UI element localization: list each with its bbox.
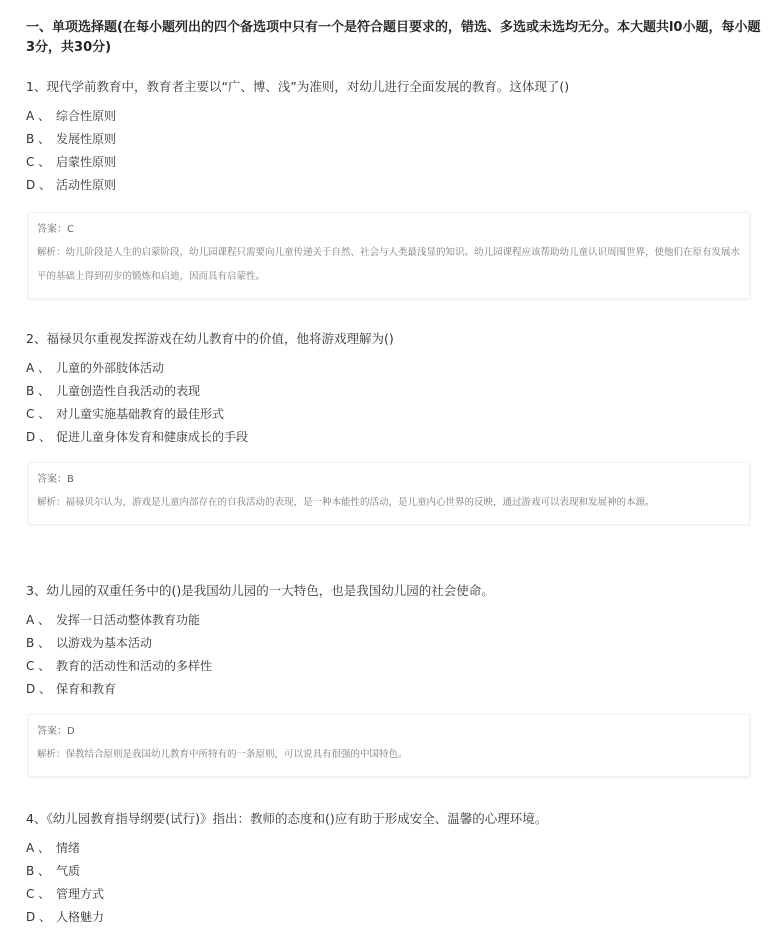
option-text: 儿童创造性自我活动的表现 xyxy=(56,384,201,398)
option-a[interactable] xyxy=(26,837,766,860)
answer-box-2 xyxy=(28,462,750,525)
option-letter: A 、 xyxy=(26,841,51,855)
answer-label: 答案：D xyxy=(37,726,75,737)
option-letter: A 、 xyxy=(26,361,51,375)
option-text: 启蒙性原则 xyxy=(56,155,117,169)
option-letter: C 、 xyxy=(26,407,51,421)
option-letter: C 、 xyxy=(26,659,51,673)
option-letter: D 、 xyxy=(26,682,52,696)
option-text: 促进儿童身体发育和健康成长的手段 xyxy=(56,430,249,444)
option-d[interactable] xyxy=(26,426,766,449)
answer-box-1 xyxy=(28,212,750,299)
answer-label: 答案：B xyxy=(37,474,74,485)
option-d[interactable] xyxy=(26,906,766,929)
option-list xyxy=(26,357,766,449)
option-b[interactable] xyxy=(26,380,766,403)
question-stem: 3、幼儿园的双重任务中的()是我国幼儿园的一大特色，也是我国幼儿园的社会使命。 xyxy=(26,583,494,598)
answer-explanation: 解析：保教结合原则是我国幼儿教育中所特有的一条原则，可以说具有很强的中国特色。 xyxy=(37,749,408,760)
option-text: 发展性原则 xyxy=(56,132,117,146)
answer-explanation: 解析：幼儿阶段是人生的启蒙阶段，幼儿园课程只需要向儿童传递关于自然、社会与人类最浅显的知识。幼儿园课程应该帮助幼儿童认识周围世界，使他们在原有发展水平的基础上得到初步的锻炼和启迪，因而具有启蒙性。 xyxy=(37,247,741,282)
option-text: 人格魅力 xyxy=(56,910,105,924)
option-letter: D 、 xyxy=(26,910,52,924)
option-c[interactable] xyxy=(26,151,766,174)
option-b[interactable] xyxy=(26,128,766,151)
option-a[interactable] xyxy=(26,105,766,128)
option-letter: C 、 xyxy=(26,887,51,901)
option-c[interactable] xyxy=(26,655,766,678)
option-letter: B 、 xyxy=(26,384,51,398)
option-text: 以游戏为基本活动 xyxy=(56,636,153,650)
option-b[interactable] xyxy=(26,632,766,655)
option-letter: A 、 xyxy=(26,109,51,123)
option-text: 保育和教育 xyxy=(56,682,117,696)
option-text: 对儿童实施基础教育的最佳形式 xyxy=(56,407,225,421)
option-letter: D 、 xyxy=(26,430,52,444)
option-text: 儿童的外部肢体活动 xyxy=(56,361,165,375)
section-header: 一、单项选择题(在每小题列出的四个备选项中只有一个是符合题目要求的，错选、多选或未选均无分。本大题共l0小题，每小题3分，共30分) xyxy=(26,20,761,55)
option-text: 综合性原则 xyxy=(56,109,117,123)
option-letter: B 、 xyxy=(26,132,51,146)
option-list xyxy=(26,609,766,701)
option-text: 管理方式 xyxy=(56,887,105,901)
option-a[interactable] xyxy=(26,357,766,380)
option-text: 发挥一日活动整体教育功能 xyxy=(56,613,201,627)
option-text: 教育的活动性和活动的多样性 xyxy=(56,659,213,673)
option-letter: D 、 xyxy=(26,178,52,192)
option-letter: A 、 xyxy=(26,613,51,627)
answer-box-3 xyxy=(28,714,750,777)
question-1 xyxy=(26,78,766,197)
option-d[interactable] xyxy=(26,678,766,701)
option-text: 气质 xyxy=(56,864,81,878)
option-a[interactable] xyxy=(26,609,766,632)
option-list xyxy=(26,105,766,197)
option-list xyxy=(26,837,766,929)
answer-label: 答案：C xyxy=(37,224,74,235)
option-letter: B 、 xyxy=(26,636,51,650)
question-stem: 2、福禄贝尔重视发挥游戏在幼儿教育中的价值，他将游戏理解为() xyxy=(26,331,394,346)
option-text: 情绪 xyxy=(56,841,81,855)
question-4 xyxy=(26,810,766,929)
option-b[interactable] xyxy=(26,860,766,883)
option-text: 活动性原则 xyxy=(56,178,117,192)
option-letter: C 、 xyxy=(26,155,51,169)
question-stem: 1、现代学前教育中，教育者主要以“广、博、浅”为准则，对幼儿进行全面发展的教育。这体现了() xyxy=(26,79,570,94)
option-letter: B 、 xyxy=(26,864,51,878)
answer-explanation: 解析：福禄贝尔认为，游戏是儿童内部存在的自我活动的表现，是一种本能性的活动，是儿童内心世界的反映，通过游戏可以表现和发展神的本源。 xyxy=(37,497,655,508)
question-stem: 4、《幼儿园教育指导纲要(试行)》指出：教师的态度和()应有助于形成安全、温馨的心理环境。 xyxy=(26,811,548,826)
question-3 xyxy=(26,582,766,701)
option-c[interactable] xyxy=(26,883,766,906)
question-2 xyxy=(26,330,766,449)
option-d[interactable] xyxy=(26,174,766,197)
option-c[interactable] xyxy=(26,403,766,426)
